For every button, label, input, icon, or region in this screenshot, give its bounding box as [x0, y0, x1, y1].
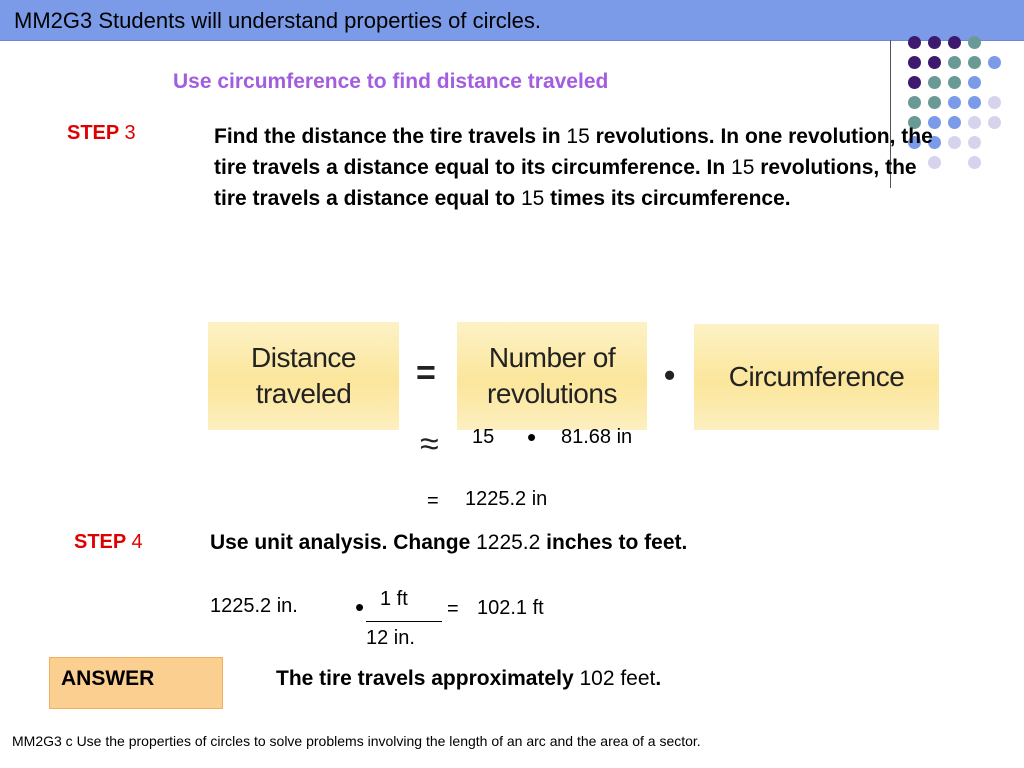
- conversion-value: 1225.2 in.: [210, 595, 298, 617]
- slide-title: MM2G3 Students will understand properties of circles.: [14, 8, 542, 33]
- decorative-dot: [908, 56, 921, 69]
- formula-multiply-dot: •: [664, 357, 676, 393]
- formula-box-circumference-label: Circumference: [728, 361, 905, 392]
- calc-revolutions: 15: [472, 426, 495, 448]
- formula-equals: =: [416, 354, 436, 392]
- decorative-dot: [948, 136, 961, 149]
- decorative-dot: [988, 56, 1001, 69]
- calc-circumference: 81.68 in: [561, 426, 633, 448]
- decorative-dot: [948, 96, 961, 109]
- decorative-dot: [928, 36, 941, 49]
- answer-text: [276, 667, 661, 691]
- number-segment: 15: [566, 125, 590, 148]
- step-3-number: 3: [124, 122, 136, 144]
- decorative-dot: [908, 96, 921, 109]
- decorative-dot: [968, 96, 981, 109]
- text-segment: inches to feet.: [540, 531, 688, 554]
- footer-standard-note: MM2G3 c Use the properties of circles to solve problems involving the length of an arc and the area of a sector.: [12, 733, 701, 749]
- formula-box-revolutions: [457, 322, 647, 430]
- formula-box-distance: [208, 322, 399, 430]
- approx-symbol: ≈: [420, 425, 439, 463]
- number-segment: 15: [520, 187, 545, 210]
- decorative-dot: [968, 36, 981, 49]
- number-segment: 102 feet: [579, 667, 656, 690]
- decorative-dot: [968, 76, 981, 89]
- decorative-dot: [928, 96, 941, 109]
- decorative-dot: [948, 56, 961, 69]
- step-4-label: [74, 531, 143, 554]
- conversion-denominator: 12 in.: [366, 627, 415, 649]
- decorative-dot: [968, 56, 981, 69]
- decorative-dot: [968, 136, 981, 149]
- calc-multiply-dot: •: [527, 422, 537, 452]
- decorative-dot: [908, 36, 921, 49]
- slide-subtitle: Use circumference to find distance traveled: [173, 70, 609, 93]
- step-3-text: [214, 121, 944, 214]
- decorative-dot: [928, 56, 941, 69]
- text-segment: revolutions. In one revolution, the tire travels a distance equal to its circumference. In: [214, 125, 933, 179]
- conversion-multiply-dot: •: [355, 592, 365, 622]
- fraction-bar: [366, 621, 442, 622]
- decorative-dot: [988, 96, 1001, 109]
- conversion-numerator: 1 ft: [380, 588, 408, 610]
- text-segment: Use unit analysis. Change: [210, 531, 477, 554]
- text-segment: The tire travels approximately: [276, 667, 580, 690]
- step-4-word: STEP: [74, 531, 126, 553]
- text-segment: revolutions, the tire travels a distance equal to: [214, 156, 917, 210]
- formula-box-revolutions-label: Number of revolutions: [487, 342, 617, 409]
- decorative-dot: [948, 36, 961, 49]
- text-segment: times its circumference.: [544, 187, 791, 210]
- number-segment: 1225.2: [476, 531, 541, 554]
- decorative-dot: [968, 156, 981, 169]
- decorative-dot: [928, 76, 941, 89]
- answer-label: ANSWER: [61, 667, 155, 690]
- calc-equals: =: [427, 490, 439, 512]
- conversion-equals: =: [447, 598, 459, 620]
- number-segment: 15: [731, 156, 755, 179]
- text-segment: .: [655, 667, 662, 690]
- step-3-label: [67, 122, 136, 145]
- formula-box-circumference: [694, 324, 939, 430]
- decorative-dot: [948, 76, 961, 89]
- decorative-dot: [988, 116, 1001, 129]
- text-segment: Find the distance the tire travels in: [214, 125, 567, 148]
- step-4-text: [210, 531, 687, 555]
- conversion-result: 102.1 ft: [477, 597, 544, 619]
- decorative-dot: [968, 116, 981, 129]
- formula-box-distance-label: Distance traveled: [251, 342, 356, 409]
- title-bar: [0, 0, 1024, 41]
- decorative-dot: [948, 116, 961, 129]
- step-3-word: STEP: [67, 122, 119, 144]
- decorative-dot: [908, 76, 921, 89]
- calc-result: 1225.2 in: [465, 488, 548, 510]
- step-4-number: 4: [131, 531, 143, 553]
